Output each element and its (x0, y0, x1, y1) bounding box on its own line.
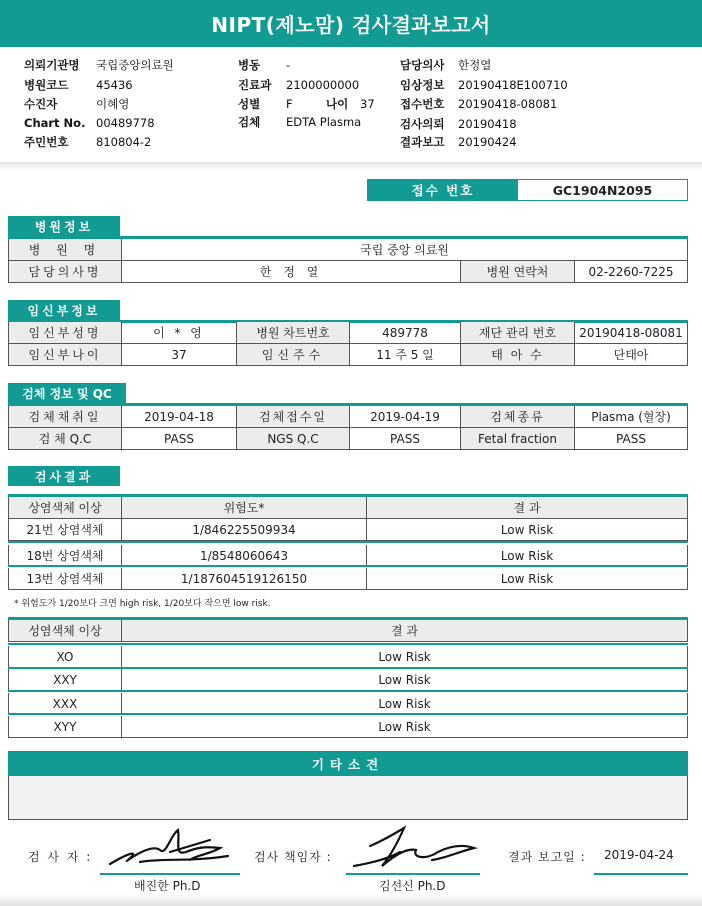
examiner-line (100, 873, 240, 875)
receipt-number-value: GC1904N2095 (552, 182, 653, 198)
hospital-name-value: 국립 중앙 의료원 (360, 243, 449, 257)
meta-sex: 성별 F (238, 97, 293, 111)
result-value: Low Risk (500, 571, 554, 586)
ngs-qc-label: NGS Q.C (237, 428, 350, 449)
pregnant-name-label: 임신부성명 (9, 322, 122, 343)
sex-header-name: 성염색체 이상 (9, 620, 122, 641)
meta-patient: 수진자 이혜영 (24, 97, 130, 111)
examiner-name: 배진한 Ph.D (134, 879, 201, 893)
report-title: NIPT(제노맘) 검사결과보고서 (0, 0, 702, 47)
meta-report-date: 결과보고 20190424 (400, 135, 517, 149)
receive-date-value: 2019-04-19 (350, 406, 461, 427)
bottom-edge (0, 894, 702, 906)
chromosome-name: XXX (9, 693, 122, 714)
result-value: Low Risk (378, 672, 431, 687)
autosomal-header-risk: 위험도* (122, 497, 367, 518)
chart-number-label: 병원 차트번호 (237, 322, 350, 343)
section-specimen-qc: 검체 정보 및 QC (8, 383, 126, 403)
specimen-type-label: 검체종류 (461, 406, 575, 427)
doctor-label: 담당의사명 (9, 261, 122, 282)
result-value: Low Risk (500, 548, 554, 563)
foundation-number-label: 재단 관리 번호 (461, 322, 575, 343)
meta-ward: 병동 - (238, 58, 291, 72)
pregnant-row-1 (8, 322, 688, 344)
examiner-signature (100, 822, 240, 872)
table-row (8, 693, 688, 715)
table-row (8, 519, 688, 541)
specimen-row-1 (8, 406, 688, 428)
result-value: Low Risk (378, 696, 431, 711)
receipt-number-box (367, 179, 688, 201)
section-results: 검사결과 (8, 466, 120, 486)
meta-doctor: 담당의사 한정열 (400, 58, 492, 72)
hospital-name-label: 병 원 명 (9, 239, 122, 260)
meta-request-date: 검사의뢰 20190418 (400, 117, 517, 131)
meta-hospital-code: 병원코드 45436 (24, 78, 133, 92)
contact-value: 02-2260-7225 (588, 264, 674, 279)
sex-header-row (8, 620, 688, 642)
meta-resident-no: 주민번호 810804-2 (24, 135, 152, 149)
section-hospital-info: 병원정보 (8, 216, 120, 236)
receive-date-label: 검체접수일 (237, 406, 350, 427)
row-separator (8, 643, 688, 645)
remarks-content (8, 776, 688, 820)
specimen-type-value: Plasma (혈장) (591, 410, 671, 424)
ngs-qc-value: PASS (350, 428, 461, 449)
row-separator (8, 690, 688, 692)
manager-name: 김선신 Ph.D (379, 879, 446, 893)
table-row (8, 716, 688, 738)
manager-line (346, 873, 480, 875)
meta-age: 나이 37 (326, 97, 375, 111)
row-separator (8, 565, 688, 567)
pregnant-name-value: 이 * 영 (122, 322, 237, 343)
result-value: Low Risk (378, 719, 431, 734)
doctor-value: 한 정 열 (122, 261, 461, 282)
risk-note: * 위험도가 1/20보다 크면 high risk, 1/20보다 작으면 low risk. (14, 599, 271, 609)
row-separator (8, 667, 688, 669)
risk-value: 1/8548060643 (122, 545, 367, 566)
report-date-line (594, 873, 688, 875)
table-row (8, 669, 688, 691)
receipt-number-label: 접수 번호 (368, 180, 518, 200)
table-row (8, 568, 688, 590)
foundation-number-value: 20190418-08081 (579, 325, 683, 340)
autosomal-header-row (8, 497, 688, 519)
chromosome-name: 18번 상염색체 (9, 545, 122, 566)
chromosome-name: 13번 상염색체 (9, 568, 122, 589)
manager-label: 검사 책임자 : (254, 850, 332, 864)
section-pregnant-info: 임신부정보 (8, 300, 120, 320)
fetus-count-label: 태 아 수 (461, 344, 575, 365)
doctor-row (8, 261, 688, 283)
pregnant-age-label: 임신부나이 (9, 344, 122, 365)
collect-date-value: 2019-04-18 (122, 406, 237, 427)
chromosome-name: XYY (9, 716, 122, 737)
gestation-weeks-label: 임신주수 (237, 344, 350, 365)
meta-hospital-name: 의뢰기관명 국립중앙의료원 (24, 58, 174, 72)
chart-number-value: 489778 (350, 322, 461, 343)
row-separator (8, 541, 688, 543)
specimen-qc-label: 검 체 Q.C (9, 428, 122, 449)
chromosome-name: XXY (9, 669, 122, 690)
separator (0, 162, 702, 170)
gestation-weeks-value: 11 주 5 일 (350, 344, 461, 365)
meta-department: 진료과 2100000000 (238, 78, 360, 92)
result-value: Low Risk (500, 522, 554, 537)
meta-chart-no: Chart No. 00489778 (24, 116, 155, 130)
manager-signature (346, 822, 486, 874)
row-separator (8, 713, 688, 715)
pregnant-age-value: 37 (122, 344, 237, 365)
contact-label: 병원 연락처 (461, 261, 575, 282)
examiner-label: 검 사 자 : (28, 850, 93, 864)
autosomal-header-result: 결 과 (367, 497, 687, 518)
risk-value: 1/187604519126150 (122, 568, 367, 589)
chromosome-name: 21번 상염색체 (9, 519, 122, 540)
risk-value: 1/846225509934 (122, 519, 367, 540)
report-date-label: 결과 보고일 : (508, 850, 586, 864)
fetal-fraction-label: Fetal fraction (461, 428, 575, 449)
collect-date-label: 검체채취일 (9, 406, 122, 427)
chromosome-name: XO (9, 646, 122, 667)
section-remarks: 기타소견 (8, 751, 688, 776)
meta-specimen: 검체 EDTA Plasma (238, 115, 362, 129)
table-row (8, 646, 688, 668)
fetal-fraction-value: PASS (616, 431, 646, 446)
report-date-value: 2019-04-24 (604, 848, 674, 862)
meta-receipt-no: 접수번호 20190418-08081 (400, 97, 558, 111)
fetus-count-value: 단태아 (613, 348, 649, 362)
sex-header-result: 결 과 (122, 620, 687, 641)
specimen-row-2 (8, 428, 688, 450)
result-value: Low Risk (378, 649, 431, 664)
pregnant-row-2 (8, 344, 688, 366)
table-row (8, 545, 688, 567)
meta-clinical-info: 임상정보 20190418E100710 (400, 78, 568, 92)
specimen-qc-value: PASS (122, 428, 237, 449)
autosomal-header-name: 상염색체 이상 (9, 497, 122, 518)
hospital-name-row (8, 239, 688, 261)
patient-meta (0, 47, 702, 167)
